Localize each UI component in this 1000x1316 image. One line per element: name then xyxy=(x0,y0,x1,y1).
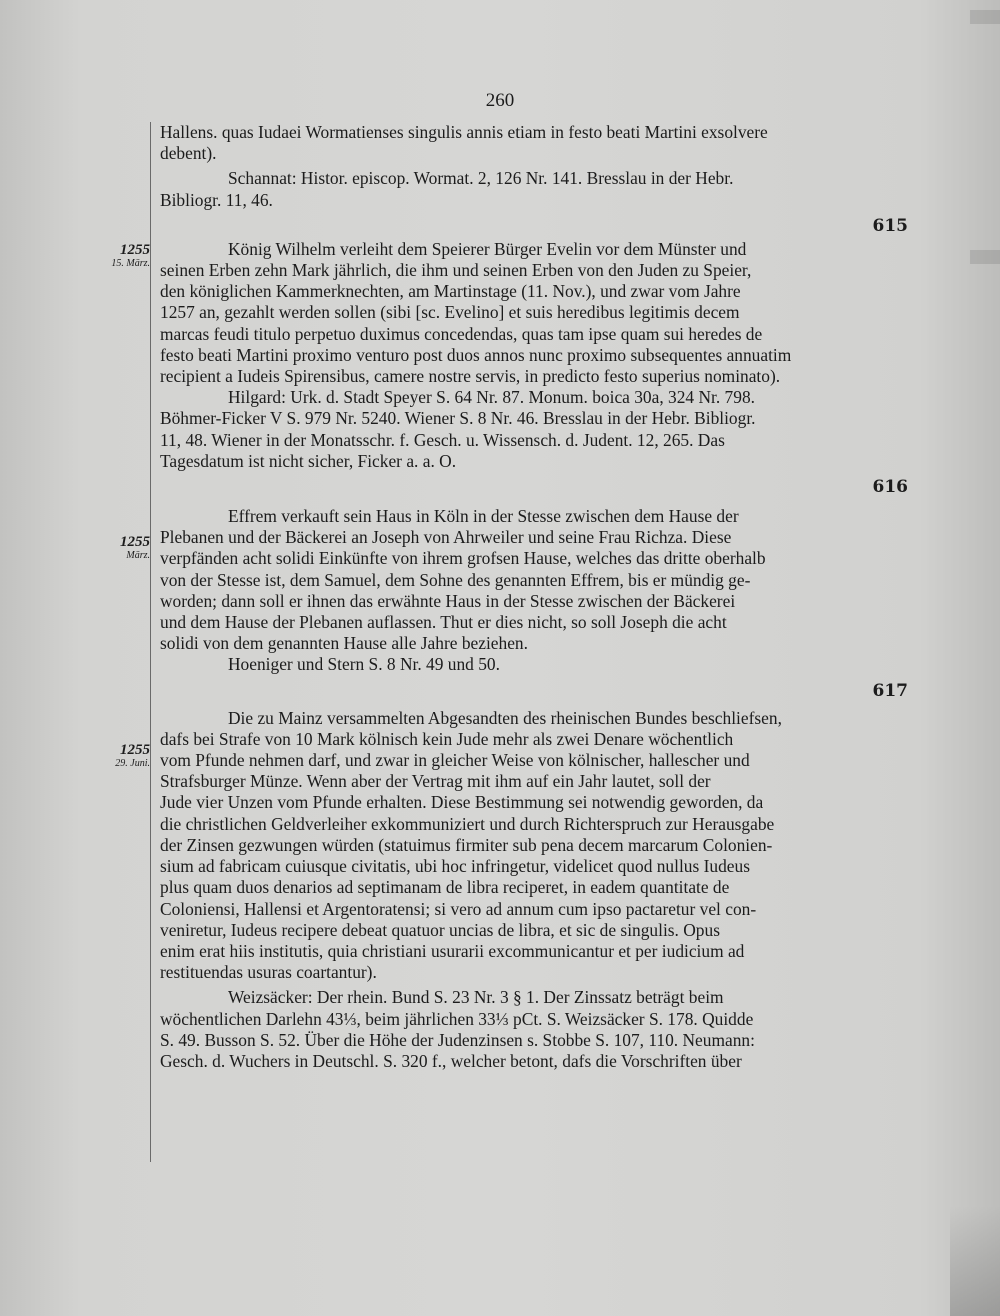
text-line: wöchentlichen Darlehn 43⅓, beim jährlichen 33⅓ pCt. S. Weizsäcker S. 178. Quidde xyxy=(160,1008,754,1029)
margin-day: 29. Juni. xyxy=(115,758,150,769)
citation-paragraph xyxy=(160,987,908,1072)
text-line: Hallens. quas Iudaei Wormatienses singulis annis etiam in festo beati Martini exsolvere xyxy=(160,122,768,142)
text-line: Gesch. d. Wuchers in Deutschl. S. 320 f., welcher betont, dafs die Vorschriften über xyxy=(160,1050,742,1071)
document-entry xyxy=(160,708,908,1072)
citation-paragraph xyxy=(160,654,908,675)
document-entry xyxy=(160,122,908,239)
text-line: König Wilhelm verleiht dem Speierer Bürger Evelin vor dem Münster und xyxy=(228,238,747,259)
text-line: veniretur, Iudeus recipere debeat quatuor uncias de libra, et sic de singulis. Opus xyxy=(160,919,720,940)
text-line: Coloniensi, Hallensi et Argentoratensi; si vero ad annum cum ipso pactaretur vel con- xyxy=(160,898,757,919)
entry-number: 617 xyxy=(872,680,908,701)
text-line: die christlichen Geldverleiher exkommuniziert und durch Richterspruch zur Herausgabe xyxy=(160,813,775,834)
paragraph xyxy=(160,506,908,654)
text-line: 11, 48. Wiener in der Monatsschr. f. Gesch. u. Wissensch. d. Judent. 12, 265. Das xyxy=(160,429,725,450)
text-line: Die zu Mainz versammelten Abgesandten des rheinischen Bundes beschliefsen, xyxy=(228,707,782,728)
text-line: Bibliogr. 11, 46. xyxy=(160,189,273,210)
text-line: den königlichen Kammerknechten, am Martinstage (11. Nov.), und zwar vom Jahre xyxy=(160,281,741,302)
margin-date-616 xyxy=(88,242,150,270)
paragraph xyxy=(160,239,908,387)
margin-date-617 xyxy=(88,534,150,562)
text-line: festo beati Martini proximo venturo post duos annos nunc proximo subsequentes annuatim xyxy=(160,344,792,365)
text-line: Schannat: Histor. episcop. Wormat. 2, 126 Nr. 141. Bresslau in der Hebr. xyxy=(228,168,734,189)
text-line: restituendas usuras coartantur). xyxy=(160,962,377,983)
margin-year: 1255 xyxy=(120,534,150,550)
text-line: der Zinsen gezwungen würden (statuimus firmiter sub pena decem marcarum Colonien- xyxy=(160,834,773,855)
text-line: Jude vier Unzen vom Pfunde erhalten. Diese Bestimmung sei notwendig geworden, da xyxy=(160,792,764,813)
scan-edge-mark xyxy=(970,10,1000,24)
text-line: recipient a Iudeis Spirensibus, camere nostre servis, in predicto festo superius nominato). xyxy=(160,366,781,387)
citation-paragraph xyxy=(160,387,908,472)
text-line: marcas feudi titulo perpetuo duximus concedendas, quas tam ipse quam sui heredes de xyxy=(160,323,763,344)
text-column xyxy=(160,122,908,1072)
text-line: Hoeniger und Stern S. 8 Nr. 49 und 50. xyxy=(228,654,500,675)
text-line: debent). xyxy=(160,143,217,164)
margin-year: 1255 xyxy=(120,742,150,758)
document-entry xyxy=(160,239,908,500)
text-line: Effrem verkauft sein Haus in Köln in der Stesse zwischen dem Hause der xyxy=(228,506,739,527)
text-line: S. 49. Busson S. 52. Über die Höhe der Judenzinsen s. Stobbe S. 107, 110. Neumann: xyxy=(160,1029,755,1050)
text-line: Tagesdatum ist nicht sicher, Ficker a. a. O. xyxy=(160,450,457,471)
document-entry xyxy=(160,506,908,704)
text-line: Plebanen und der Bäckerei an Joseph von Ahrweiler und seine Frau Richza. Diese xyxy=(160,527,732,548)
margin-year: 1255 xyxy=(120,242,150,258)
margin-rule xyxy=(150,122,151,1162)
text-line: enim erat hiis institutis, quia christiani usurarii excommunicantur et per iudicium ad xyxy=(160,940,745,961)
text-line: seinen Erben zehn Mark jährlich, die ihm und seinen Erben von den Juden zu Speier, xyxy=(160,260,752,281)
paragraph xyxy=(160,122,908,164)
text-line: Hilgard: Urk. d. Stadt Speyer S. 64 Nr. 87. Monum. boica 30a, 324 Nr. 798. xyxy=(228,387,755,408)
text-line: Böhmer-Ficker V S. 979 Nr. 5240. Wiener S. 8 Nr. 46. Bresslau in der Hebr. Bibliogr. xyxy=(160,408,756,429)
entry-number: 615 xyxy=(872,215,908,236)
margin-day: März. xyxy=(126,550,150,561)
text-line: und dem Hause der Plebanen auflassen. Thut er dies nicht, so soll Joseph die acht xyxy=(160,612,727,633)
text-line: dafs bei Strafe von 10 Mark kölnisch kein Jude mehr als zwei Denare wöchentlich xyxy=(160,728,734,749)
citation-paragraph xyxy=(160,168,908,210)
text-line: worden; dann soll er ihnen das erwähnte Haus in der Stesse zwischen der Bäckerei xyxy=(160,590,736,611)
margin-day: 15. März. xyxy=(111,258,150,269)
entry-number: 616 xyxy=(872,477,908,498)
text-line: Weizsäcker: Der rhein. Bund S. 23 Nr. 3 § 1. Der Zinssatz beträgt beim xyxy=(228,987,724,1008)
text-line: vom Pfunde nehmen darf, und zwar in gleicher Weise von kölnischer, hallescher und xyxy=(160,750,750,771)
scan-shadow xyxy=(950,1206,1000,1316)
text-line: verpfänden acht solidi Einkünfte von ihrem grofsen Hause, welches das dritte oberhalb xyxy=(160,548,766,569)
paragraph xyxy=(160,708,908,984)
scan-edge-mark xyxy=(970,250,1000,264)
text-line: 1257 an, gezahlt werden sollen (sibi [sc. Evelino] et suis heredibus legitimis decem xyxy=(160,302,740,323)
text-line: von der Stesse ist, dem Samuel, dem Sohne des genannten Effrem, bis er mündig ge- xyxy=(160,569,751,590)
text-line: sium ad fabricam cuiusque civitatis, ubi hoc infringetur, videlicet quod nullus Iudeus xyxy=(160,856,750,877)
text-line: solidi von dem genannten Hause alle Jahre beziehen. xyxy=(160,633,528,654)
text-line: plus quam duos denarios ad septimanam de libra reciperet, in eadem quantitate de xyxy=(160,877,730,898)
margin-date-618 xyxy=(88,742,150,770)
text-line: Strafsburger Münze. Wenn aber der Vertrag mit ihm auf ein Jahr lautet, soll der xyxy=(160,771,711,792)
page-number: 260 xyxy=(485,90,515,111)
